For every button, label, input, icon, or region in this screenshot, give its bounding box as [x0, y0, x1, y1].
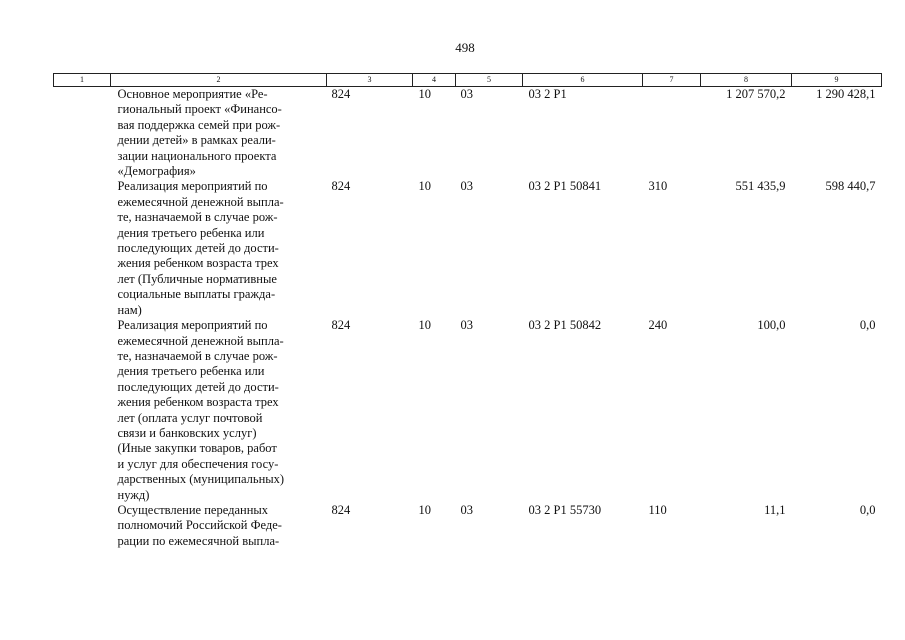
target-article-cell: 03 2 P1 50841 — [528, 179, 602, 194]
amount-cell-year2: 598 440,7 — [825, 179, 876, 194]
column-number: 4 — [413, 74, 456, 87]
ministry-code-cell: 824 — [331, 318, 351, 333]
subsection-code-cell: 03 — [460, 502, 473, 517]
text-line: Основное мероприятие «Ре- — [117, 87, 268, 101]
text-line: дения третьего ребенка или — [117, 364, 265, 379]
text-line: те, назначаемой в случае рож- — [117, 348, 278, 363]
target-article-cell: 03 2 P1 — [528, 87, 567, 101]
text-line: жения ребенком возраста трех — [117, 395, 279, 410]
expense-type-cell — [643, 87, 701, 180]
target-article-cell: 03 2 P1 55730 — [528, 502, 602, 517]
text-line: дения третьего ребенка или — [117, 225, 265, 240]
empty-cell — [54, 179, 111, 318]
table-row — [54, 179, 882, 318]
text-line: зации национального проекта — [117, 148, 277, 163]
empty-cell — [54, 503, 111, 549]
text-line: последующих детей до дости- — [117, 241, 279, 256]
item-name-cell — [111, 87, 327, 180]
text-line: лет (Публичные нормативные — [117, 271, 277, 286]
subsection-code-cell: 03 — [460, 87, 473, 101]
text-line: связи и банковских услуг) — [117, 425, 257, 440]
target-article-cell: 03 2 P1 50842 — [528, 318, 602, 333]
section-code-cell: 10 — [418, 179, 431, 194]
amount-cell-year2: 1 290 428,1 — [816, 87, 876, 101]
expense-type-cell: 240 — [648, 318, 668, 333]
subsection-code-cell: 03 — [460, 318, 473, 333]
amount-cell-year1: 551 435,9 — [735, 179, 786, 194]
item-name-cell — [111, 503, 327, 549]
text-line: и услуг для обеспечения госу- — [117, 456, 279, 471]
column-number: 3 — [327, 74, 413, 87]
text-line: нам) — [117, 302, 142, 317]
amount-cell-year2: 0,0 — [859, 502, 876, 517]
ministry-code-cell: 824 — [331, 179, 351, 194]
column-number: 5 — [456, 74, 523, 87]
column-number: 7 — [643, 74, 701, 87]
item-name-cell — [111, 179, 327, 318]
column-number-row — [54, 74, 882, 87]
text-line: ежемесячной денежной выпла- — [117, 333, 284, 348]
column-number: 9 — [792, 74, 882, 87]
text-line: последующих детей до дости- — [117, 379, 279, 394]
section-code-cell: 10 — [418, 318, 431, 333]
empty-cell — [54, 318, 111, 503]
section-code-cell: 10 — [418, 502, 431, 517]
ministry-code-cell: 824 — [331, 502, 351, 517]
text-line: Реализация мероприятий по — [117, 318, 268, 333]
amount-cell-year1: 11,1 — [764, 502, 786, 517]
text-line: социальные выплаты гражда- — [117, 287, 276, 302]
amount-cell-year2: 0,0 — [859, 318, 876, 333]
text-line: Осуществление переданных — [117, 502, 269, 517]
text-line: Реализация мероприятий по — [117, 179, 268, 194]
text-line: ежемесячной денежной выпла- — [117, 194, 284, 209]
empty-cell — [54, 87, 111, 180]
text-line: рации по ежемесячной выпла- — [117, 533, 280, 548]
table-row — [54, 87, 882, 180]
text-line: те, назначаемой в случае рож- — [117, 210, 278, 225]
expense-type-cell: 310 — [648, 179, 668, 194]
text-line: вая поддержка семей при рож- — [117, 117, 281, 132]
page-number: 498 — [455, 40, 475, 55]
column-number: 6 — [523, 74, 643, 87]
table-row — [54, 318, 882, 503]
amount-cell-year1: 100,0 — [757, 318, 786, 333]
section-code-cell: 10 — [418, 87, 431, 101]
amount-cell-year1: 1 207 570,2 — [726, 87, 786, 101]
text-line: полномочий Российской Феде- — [117, 518, 282, 533]
text-line: дении детей» в рамках реали- — [117, 133, 276, 148]
text-line: гиональный проект «Финансо- — [117, 102, 282, 117]
column-number: 2 — [111, 74, 327, 87]
column-number: 8 — [701, 74, 792, 87]
subsection-code-cell: 03 — [460, 179, 473, 194]
text-line: дарственных (муниципальных) — [117, 472, 285, 487]
ministry-code-cell: 824 — [331, 87, 351, 101]
text-line: (Иные закупки товаров, работ — [117, 441, 277, 456]
budget-table — [53, 73, 882, 549]
column-number: 1 — [54, 74, 111, 87]
text-line: «Демография» — [117, 164, 196, 179]
table-row — [54, 503, 882, 549]
item-name-cell — [111, 318, 327, 503]
text-line: нужд) — [117, 487, 150, 502]
text-line: жения ребенком возраста трех — [117, 256, 279, 271]
text-line: лет (оплата услуг почтовой — [117, 410, 263, 425]
expense-type-cell: 110 — [648, 502, 667, 517]
